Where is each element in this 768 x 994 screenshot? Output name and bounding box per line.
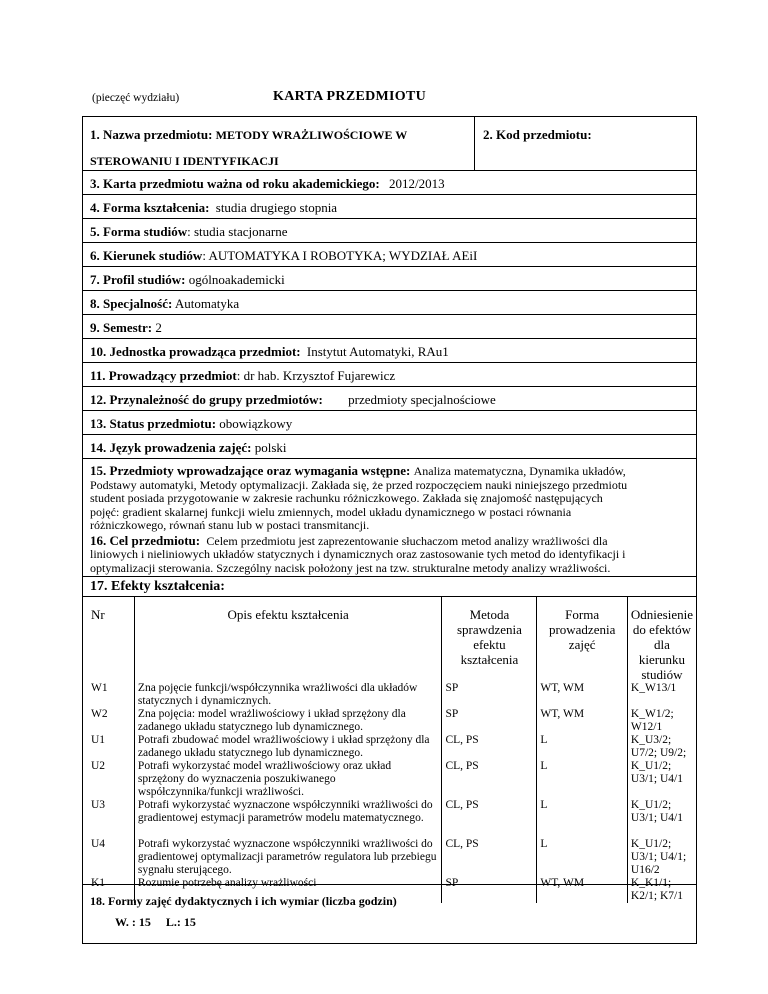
cell-nr: U1 <box>83 734 134 760</box>
study-form-value: : studia stacjonarne <box>187 224 288 239</box>
course-code-label: 2. Kod przedmiotu: <box>483 127 592 142</box>
row-valid-year <box>83 171 696 195</box>
lecturer-label: 11. Prowadzący przedmiot <box>90 368 237 383</box>
study-profile-label: 7. Profil studiów: <box>90 272 186 287</box>
class-forms-hours: W. : 15 L.: 15 <box>115 915 196 929</box>
course-status-value: obowiązkowy <box>219 416 293 431</box>
row-course-name <box>83 117 696 171</box>
table-row <box>83 799 696 838</box>
cell-reference: K_W13/1 <box>630 682 677 694</box>
class-forms-label: 18. Formy zajęć dydaktycznych i ich wymiar (liczba godzin) <box>90 894 397 908</box>
course-goal-text-1: Celem przedmiotu jest zaprezentowanie słuchaczom metod analizy wrażliwości dla <box>206 533 608 548</box>
cell-nr: U2 <box>83 760 134 799</box>
course-name-value-cont: STEROWANIU I IDENTYFIKACJI <box>90 154 279 168</box>
lecturer-value: : dr hab. Krzysztof Fujarewicz <box>236 368 396 383</box>
cell-nr: U4 <box>83 838 134 877</box>
cell-method: CL, PS <box>442 734 537 760</box>
cell-form: L <box>537 838 628 877</box>
cell-form: WT, WM <box>537 877 628 903</box>
faculty-stamp-label: (pieczęć wydziału) <box>92 92 180 104</box>
prerequisites-text-2: Podstawy automatyki, Metody optymalizacji. Zakłada się, że przed rozpoczęciem nauki niniejszego przedmiotu <box>90 477 628 492</box>
row-semester <box>83 315 696 339</box>
row-course-group <box>83 387 696 411</box>
cell-description: Potrafi zbudować model wrażliwościowy i układ sprzężony dla zadanego układu statycznego lub dynamicznego. <box>134 734 442 760</box>
row-study-profile <box>83 267 696 291</box>
cell-description: Zna pojęcia: model wrażliwościowy i układ sprzężony dla zadanego układu statycznego lub dynamicznego. <box>134 708 442 734</box>
unit-value: Instytut Automatyki, RAu1 <box>306 344 449 359</box>
specialty-label: 8. Specjalność: <box>90 296 173 311</box>
course-code-cell <box>483 127 592 142</box>
unit-label: 10. Jednostka prowadząca przedmiot: <box>90 344 301 359</box>
language-label: 14. Język prowadzenia zajęć: <box>90 440 252 455</box>
prerequisites-text-3: student posiada przygotowanie w zakresie rachunku różniczkowego. Zakłada się znajomość następujących <box>90 491 603 505</box>
course-name-label: 1. Nazwa przedmiotu: <box>90 127 213 142</box>
course-name-value: METODY WRAŻLIWOŚCIOWE W <box>215 128 408 142</box>
row-language <box>83 435 696 459</box>
course-goal-text-3: optymalizacji sterowania. Szczególny nacisk położony jest na tzw. strukturalne metody analizy wrażliwości. <box>90 560 611 575</box>
row-field-of-study <box>83 243 696 267</box>
language-value: polski <box>254 440 287 455</box>
cell-reference: K_W1/2; W12/1 <box>630 708 674 733</box>
table-row <box>83 734 696 760</box>
row-course-goal <box>83 533 696 578</box>
cell-description: Potrafi wykorzystać wyznaczone współczynniki wrażliwości do gradientowej optymalizacji parametrów regulatora lub przebiegu sygnału sterującego. <box>134 838 442 877</box>
row-class-forms <box>83 885 696 943</box>
row-prerequisites <box>83 459 696 533</box>
education-form-value: studia drugiego stopnia <box>215 200 338 215</box>
course-group-value: przedmioty specjalnościowe <box>348 392 496 407</box>
study-profile-value: ogólnoakademicki <box>188 272 285 287</box>
cell-description: Zna pojęcie funkcji/współczynnika wrażliwości dla układów statycznych i dynamicznych. <box>134 682 442 708</box>
header-reference: Odniesienie do efektów dla kierunku studiów <box>630 607 693 682</box>
cell-nr: U3 <box>83 799 134 838</box>
header-description: Opis efektu kształcenia <box>134 597 442 682</box>
cell-reference: K_K1/1; K2/1; K7/1 <box>630 877 683 902</box>
cell-form: L <box>537 799 628 838</box>
cell-reference: K_U1/2; U3/1; U4/1 <box>630 799 683 824</box>
study-form-label: 5. Forma studiów <box>90 224 188 239</box>
cell-description: Rozumie potrzebę analizy wrażliwości <box>134 877 442 903</box>
field-of-study-label: 6. Kierunek studiów <box>90 248 203 263</box>
table-row <box>83 682 696 708</box>
semester-label: 9. Semestr: <box>90 320 153 335</box>
prerequisites-label: 15. Przedmioty wprowadzające oraz wymagania wstępne: <box>90 463 411 478</box>
cell-form: L <box>537 760 628 799</box>
course-goal-text-2: liniowych i nieliniowych układów statycznych i dynamicznych oraz zastosowanie tych metod do identyfikacji i <box>90 547 626 561</box>
learning-outcomes-table <box>83 597 696 903</box>
course-goal-label: 16. Cel przedmiotu: <box>90 532 201 548</box>
cell-method: SP <box>442 682 537 708</box>
cell-method: CL, PS <box>442 838 537 877</box>
header-form: Forma prowadzenia zajęć <box>537 597 628 682</box>
semester-value: 2 <box>155 320 162 335</box>
course-status-label: 13. Status przedmiotu: <box>90 416 217 431</box>
row-lecturer <box>83 363 696 387</box>
header-nr: Nr <box>83 597 134 682</box>
row-unit <box>83 339 696 363</box>
cell-description: Potrafi wykorzystać model wrażliwościowy oraz układ sprzężony do wyznaczenia poszukiwanego współczynnika/funkcji wrażliwości. <box>134 760 442 799</box>
table-row <box>83 760 696 799</box>
cell-method: CL, PS <box>442 799 537 838</box>
cell-nr: W1 <box>83 682 134 708</box>
cell-nr: W2 <box>83 708 134 734</box>
education-form-label: 4. Forma kształcenia: <box>90 200 210 215</box>
valid-year-value: 2012/2013 <box>388 176 445 191</box>
specialty-value: Automatyka <box>174 296 240 311</box>
row-learning-outcomes <box>83 577 696 597</box>
cell-reference: K_U1/2; U3/1; U4/1; U16/2 <box>630 838 687 876</box>
field-of-study-value: : AUTOMATYKA I ROBOTYKA; WYDZIAŁ AEiI <box>202 248 478 263</box>
table-header-row <box>83 597 696 682</box>
cell-nr: K1 <box>83 877 134 903</box>
header-method: Metoda sprawdzenia efektu kształcenia <box>442 597 537 682</box>
valid-year-label: 3. Karta przedmiotu ważna od roku akademickiego: <box>90 176 380 191</box>
learning-outcomes-label: 17. Efekty kształcenia: <box>90 579 225 594</box>
prerequisites-text-1: Analiza matematyczna, Dynamika układów, <box>413 464 626 478</box>
prerequisites-text-4: pojęć: gradient skalarnej funkcji wielu zmiennych, model układu dynamicznego w postaci równania <box>90 504 572 519</box>
row-study-form <box>83 219 696 243</box>
cell-form: L <box>537 734 628 760</box>
cell-method: SP <box>442 877 537 903</box>
cell-reference: K_U3/2; U7/2; U9/2; <box>630 734 687 759</box>
page-title: KARTA PRZEDMIOTU <box>273 89 427 104</box>
cell-method: CL, PS <box>442 760 537 799</box>
table-row <box>83 838 696 877</box>
course-group-label: 12. Przynależność do grupy przedmiotów: <box>90 392 323 407</box>
cell-method: SP <box>442 708 537 734</box>
cell-form: WT, WM <box>537 708 628 734</box>
row-education-form <box>83 195 696 219</box>
prerequisites-text-5: różniczkowego, równań stanu lub w postaci transmitancji. <box>90 518 370 532</box>
row-course-status <box>83 411 696 435</box>
cell-form: WT, WM <box>537 682 628 708</box>
course-card-form <box>82 116 697 944</box>
cell-description: Potrafi wykorzystać wyznaczone współczynniki wrażliwości do gradientowej estymacji parametrów modelu matematycznego. <box>134 799 442 838</box>
table-row <box>83 708 696 734</box>
cell-reference: K_U1/2; U3/1; U4/1 <box>630 760 683 785</box>
row-specialty <box>83 291 696 315</box>
